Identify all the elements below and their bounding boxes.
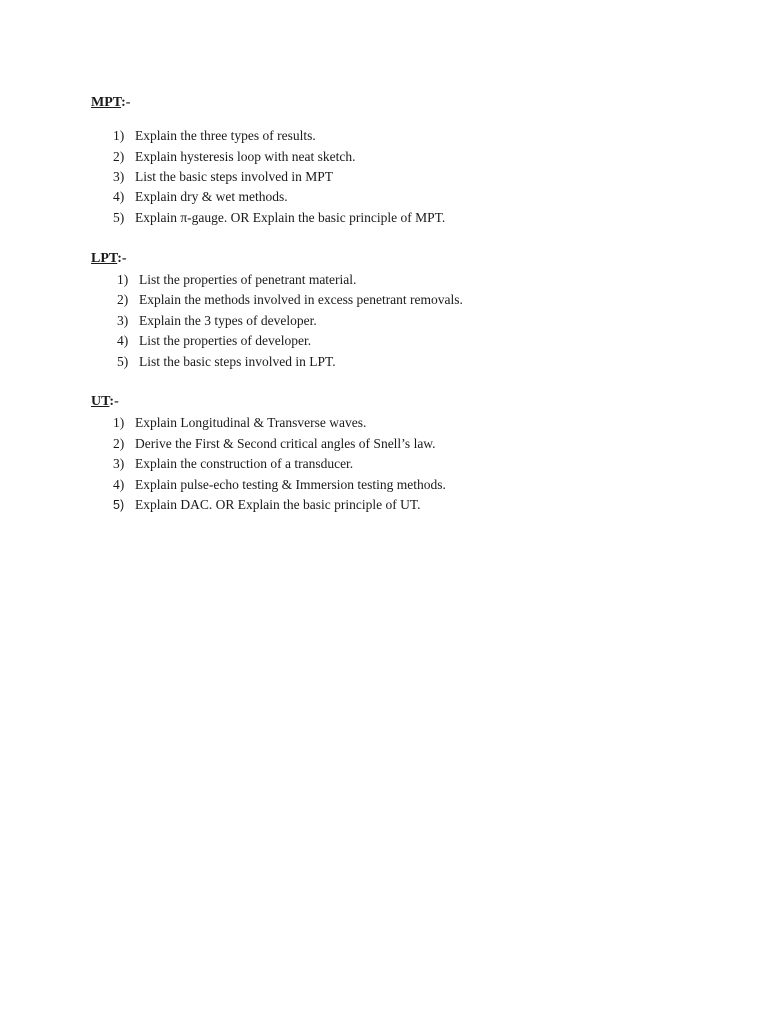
list-item	[113, 210, 445, 226]
list-item	[113, 477, 446, 493]
item-number: 2)	[113, 149, 125, 164]
list-item	[113, 497, 420, 513]
item-text: List the basic steps involved in LPT.	[139, 354, 336, 369]
item-text: Explain DAC. OR Explain the basic principle of UT.	[135, 497, 421, 512]
list-item	[113, 189, 288, 205]
item-text: List the properties of developer.	[139, 333, 312, 348]
list-item	[117, 272, 356, 288]
list-item	[113, 456, 353, 472]
section-title: UT	[91, 394, 110, 409]
item-text: List the basic steps involved in MPT	[135, 169, 333, 184]
item-number: 4)	[113, 189, 125, 204]
list-item	[117, 354, 336, 370]
section-suffix: :-	[121, 95, 131, 110]
section-suffix: :-	[109, 394, 119, 409]
section-heading-ut	[91, 394, 119, 410]
list-item	[117, 313, 317, 329]
item-text: Explain the three types of results.	[135, 128, 316, 143]
item-text: Explain dry & wet methods.	[135, 189, 288, 204]
item-number: 4)	[113, 477, 125, 492]
item-text: Explain hysteresis loop with neat sketch.	[135, 149, 356, 164]
item-number: 5)	[113, 498, 125, 512]
list-item	[113, 169, 333, 185]
list-item	[117, 292, 463, 308]
item-text: Explain pulse-echo testing & Immersion testing methods.	[135, 477, 446, 492]
list-item	[113, 128, 316, 144]
item-number: 1)	[113, 415, 125, 430]
item-text: Explain the construction of a transducer.	[135, 456, 354, 471]
item-number: 2)	[113, 436, 125, 451]
list-item	[117, 333, 311, 349]
section-heading-lpt	[91, 251, 127, 267]
item-number: 3)	[117, 313, 129, 328]
section-title: MPT	[91, 95, 122, 110]
item-number: 5)	[113, 210, 125, 225]
list-item	[113, 436, 436, 452]
item-text: Explain the 3 types of developer.	[139, 313, 317, 328]
item-number: 1)	[117, 272, 129, 287]
item-text: Explain π-gauge. OR Explain the basic principle of MPT.	[135, 210, 446, 225]
item-text: Derive the First & Second critical angles of Snell’s law.	[135, 436, 436, 451]
section-heading-mpt	[91, 95, 130, 111]
list-item	[113, 149, 355, 165]
section-suffix: :-	[117, 251, 127, 266]
item-text: Explain Longitudinal & Transverse waves.	[135, 415, 367, 430]
item-text: List the properties of penetrant material.	[139, 272, 357, 287]
item-text: Explain the methods involved in excess penetrant removals.	[139, 292, 463, 307]
item-number: 1)	[113, 128, 125, 143]
list-item	[113, 415, 366, 431]
item-number: 3)	[113, 169, 125, 184]
item-number: 4)	[117, 333, 129, 348]
item-number: 5)	[117, 354, 129, 369]
item-number: 2)	[117, 292, 129, 307]
item-number: 3)	[113, 456, 125, 471]
section-title: LPT	[91, 251, 118, 266]
